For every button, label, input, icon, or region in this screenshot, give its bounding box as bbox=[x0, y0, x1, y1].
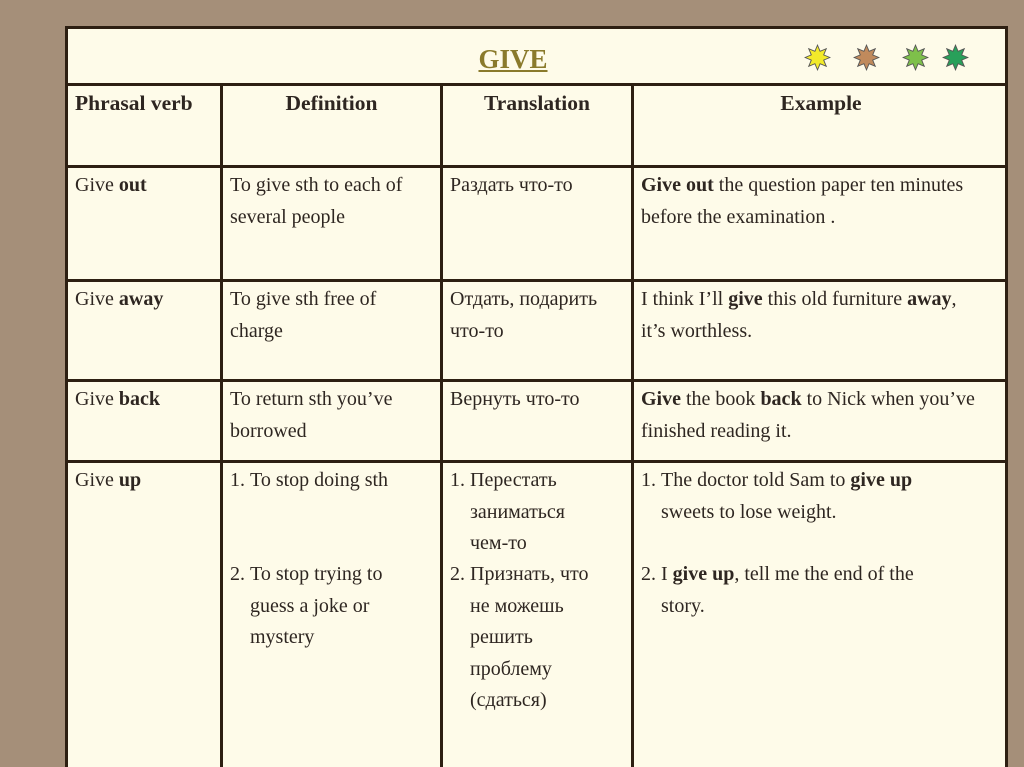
dark-green-star-icon bbox=[942, 44, 969, 71]
verb-particle: back bbox=[118, 388, 161, 410]
example-bold: give bbox=[728, 288, 763, 310]
example-text bbox=[641, 465, 961, 528]
example-text: I bbox=[661, 563, 673, 585]
translation-cell: Отдать, подарить что-то bbox=[450, 288, 598, 342]
row-border bbox=[68, 460, 1005, 463]
example-cell bbox=[641, 170, 971, 233]
header-example: Example bbox=[780, 91, 862, 115]
verb-base: Give bbox=[75, 469, 114, 491]
example-bold: back bbox=[760, 388, 802, 410]
example-text: , tell me the end of the story. bbox=[661, 563, 914, 617]
list-number: 1. bbox=[641, 469, 656, 491]
list-number: 1. bbox=[450, 469, 465, 491]
definition-item-1 bbox=[230, 465, 435, 497]
example-text: this old furniture bbox=[762, 288, 908, 310]
list-number: 2. bbox=[641, 563, 656, 585]
table-row-verb bbox=[75, 384, 217, 416]
slide bbox=[65, 26, 1008, 767]
list-number: 1. bbox=[230, 469, 245, 491]
translation-text: Перестать заниматься чем-то bbox=[470, 469, 565, 554]
definition-item-2 bbox=[230, 559, 435, 654]
translation-text: Признать, что не можешь решить проблему (сдаться) bbox=[470, 563, 589, 711]
table-row-verb bbox=[75, 465, 217, 497]
header-definition: Definition bbox=[285, 91, 378, 115]
example-bold: Give bbox=[641, 388, 681, 410]
header-translation: Translation bbox=[484, 91, 590, 115]
definition-text: To stop doing sth bbox=[250, 469, 389, 491]
verb-base: Give bbox=[75, 388, 114, 410]
example-text: sweets to lose weight. bbox=[661, 500, 837, 523]
light-green-star-icon bbox=[902, 44, 929, 71]
example-bold: give up bbox=[850, 469, 913, 491]
brown-star-icon bbox=[853, 44, 880, 71]
example-text: , it’s worthless. bbox=[641, 288, 957, 342]
yellow-star-icon bbox=[804, 44, 831, 71]
table-row-verb bbox=[75, 284, 217, 316]
translation-item-1 bbox=[450, 465, 628, 560]
column-divider bbox=[631, 86, 634, 767]
list-number: 2. bbox=[450, 563, 465, 585]
example-cell bbox=[641, 284, 961, 347]
example-bold: away bbox=[907, 288, 952, 310]
row-border bbox=[68, 379, 1005, 382]
example-text: to Nick when you’ve finished reading it. bbox=[641, 388, 975, 442]
verb-base: Give bbox=[75, 174, 114, 196]
example-text: I think I’ll bbox=[641, 288, 729, 310]
translation-item-2 bbox=[450, 559, 628, 717]
column-divider bbox=[220, 86, 223, 767]
table-top-border bbox=[68, 83, 1005, 86]
verb-particle: away bbox=[118, 288, 164, 310]
definition-cell: To return sth you’ve borrowed bbox=[230, 388, 393, 442]
table-row-verb bbox=[75, 170, 217, 202]
example-bold: Give out bbox=[641, 174, 714, 196]
example-item-1 bbox=[641, 465, 961, 528]
example-bold: give up bbox=[672, 563, 735, 585]
definition-cell: To give sth free of charge bbox=[230, 288, 377, 342]
translation-cell: Раздать что-то bbox=[450, 174, 573, 196]
verb-base: Give bbox=[75, 288, 114, 310]
example-text: the question paper ten minutes before the examination . bbox=[641, 174, 964, 228]
example-cell bbox=[641, 384, 976, 447]
definition-text: To stop trying to guess a joke or mystery bbox=[250, 563, 383, 648]
list-number: 2. bbox=[230, 563, 245, 585]
example-item-2 bbox=[641, 559, 961, 622]
header-phrasal-verb: Phrasal verb bbox=[75, 91, 193, 115]
verb-particle: up bbox=[118, 469, 142, 491]
example-text bbox=[641, 559, 961, 622]
example-text: the book bbox=[681, 388, 761, 410]
translation-cell: Вернуть что-то bbox=[450, 388, 580, 410]
definition-cell: To give sth to each of several people bbox=[230, 174, 403, 228]
column-divider bbox=[440, 86, 443, 767]
example-text: The doctor told Sam to bbox=[661, 469, 851, 491]
row-border bbox=[68, 279, 1005, 282]
verb-particle: out bbox=[118, 174, 147, 196]
page-title: GIVE bbox=[478, 44, 548, 74]
header-row-border bbox=[68, 165, 1005, 168]
